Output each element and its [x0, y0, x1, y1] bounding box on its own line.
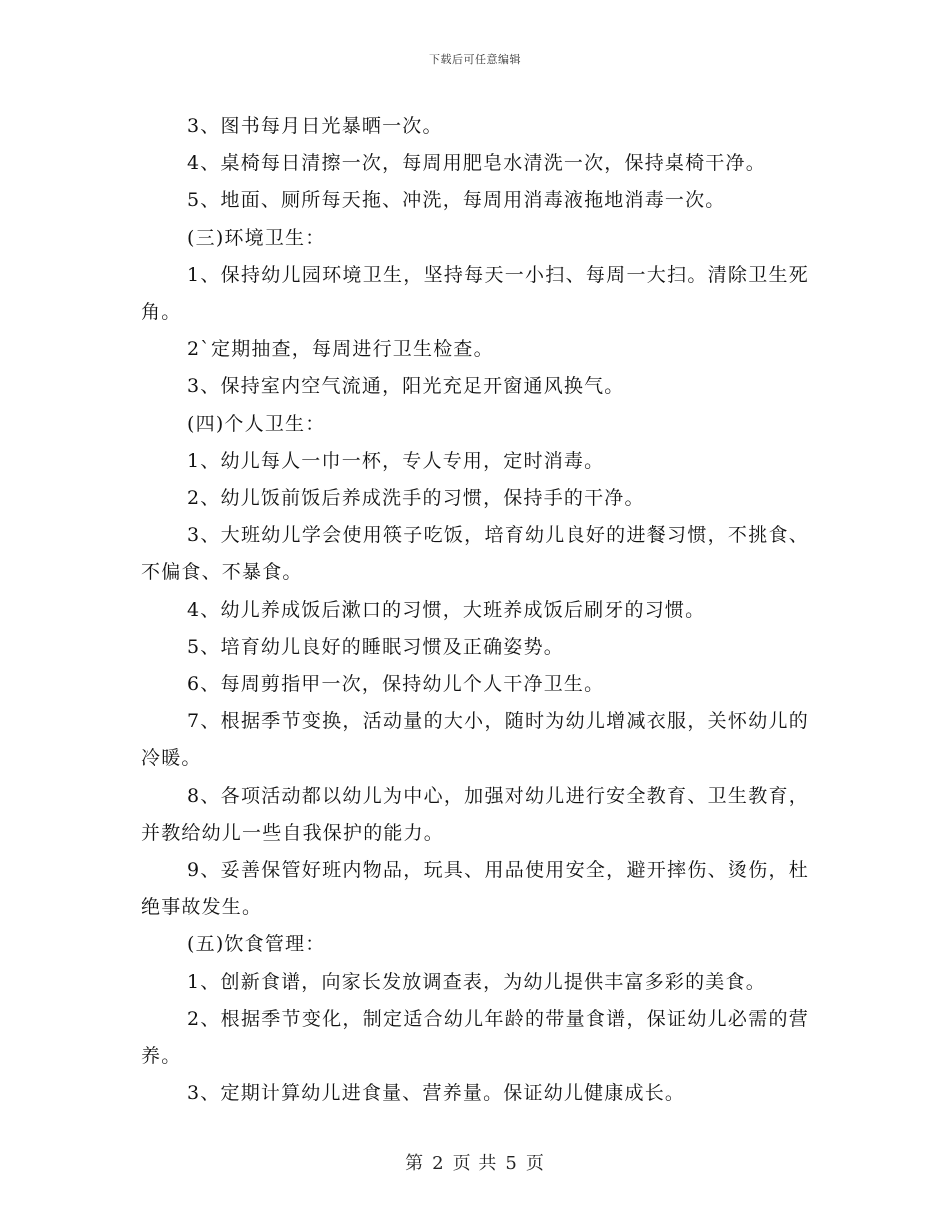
page-footer	[0, 1149, 950, 1175]
paragraph: 2、幼儿饭前饭后养成洗手的习惯，保持手的干净。	[187, 487, 645, 510]
paragraph: 3、大班幼儿学会使用筷子吃饭，培育幼儿良好的进餐习惯，不挑食、不偏食、不暴食。	[141, 524, 809, 584]
paragraph: 3、定期计算幼儿进食量、营养量。保证幼儿健康成长。	[187, 1082, 686, 1105]
section-heading: (三)环境卫生：	[187, 226, 326, 249]
paragraph: 6、每周剪指甲一次，保持幼儿个人干净卫生。	[187, 673, 605, 696]
total-pages-number: 5	[505, 1153, 518, 1174]
paragraph: 4、幼儿养成饭后漱口的习惯，大班养成饭后刷牙的习惯。	[187, 598, 706, 621]
paragraph: 9、妥善保管好班内物品，玩具、用品使用安全，避开摔伤、烫伤，杜绝事故发生。	[141, 859, 809, 919]
paragraph: 1、创新食谱，向家长发放调查表，为幼儿提供丰富多彩的美食。	[187, 970, 766, 993]
page-footer-suffix: 页	[525, 1153, 545, 1174]
paragraph: 3、保持室内空气流通，阳光充足开窗通风换气。	[187, 375, 625, 398]
section-heading: (五)饮食管理：	[187, 933, 326, 956]
paragraph: 1、保持幼儿园环境卫生，坚持每天一小扫、每周一大扫。清除卫生死角。	[141, 263, 809, 324]
paragraph: 2、根据季节变化，制定适合幼儿年龄的带量食谱，保证幼儿必需的营养。	[141, 1007, 809, 1068]
paragraph: 1、幼儿每人一巾一杯，专人专用，定时消毒。	[187, 449, 605, 472]
document-body	[141, 108, 809, 1112]
paragraph: 7、根据季节变换，活动量的大小，随时为幼儿增减衣服，关怀幼儿的冷暖。	[141, 710, 809, 770]
page-footer-middle: 页 共	[452, 1153, 498, 1174]
current-page-number: 2	[432, 1153, 445, 1174]
paragraph: 5、地面、厕所每天拖、冲洗，每周用消毒液拖地消毒一次。	[187, 189, 726, 212]
page-header-note: 下载后可任意编辑	[429, 53, 521, 66]
paragraph: 4、桌椅每日清擦一次，每周用肥皂水清洗一次，保持桌椅干净。	[187, 152, 766, 175]
section-heading: (四)个人卫生：	[187, 412, 326, 435]
paragraph: 5、培育幼儿良好的睡眠习惯及正确姿势。	[187, 635, 564, 658]
paragraph: 2`定期抽查，每周进行卫生检查。	[187, 338, 494, 361]
paragraph: 8、各项活动都以幼儿为中心，加强对幼儿进行安全教育、卫生教育，并教给幼儿一些自我保护的能力。	[141, 784, 809, 844]
page-footer-prefix: 第	[405, 1153, 425, 1174]
paragraph: 3、图书每月日光暴晒一次。	[187, 115, 443, 137]
